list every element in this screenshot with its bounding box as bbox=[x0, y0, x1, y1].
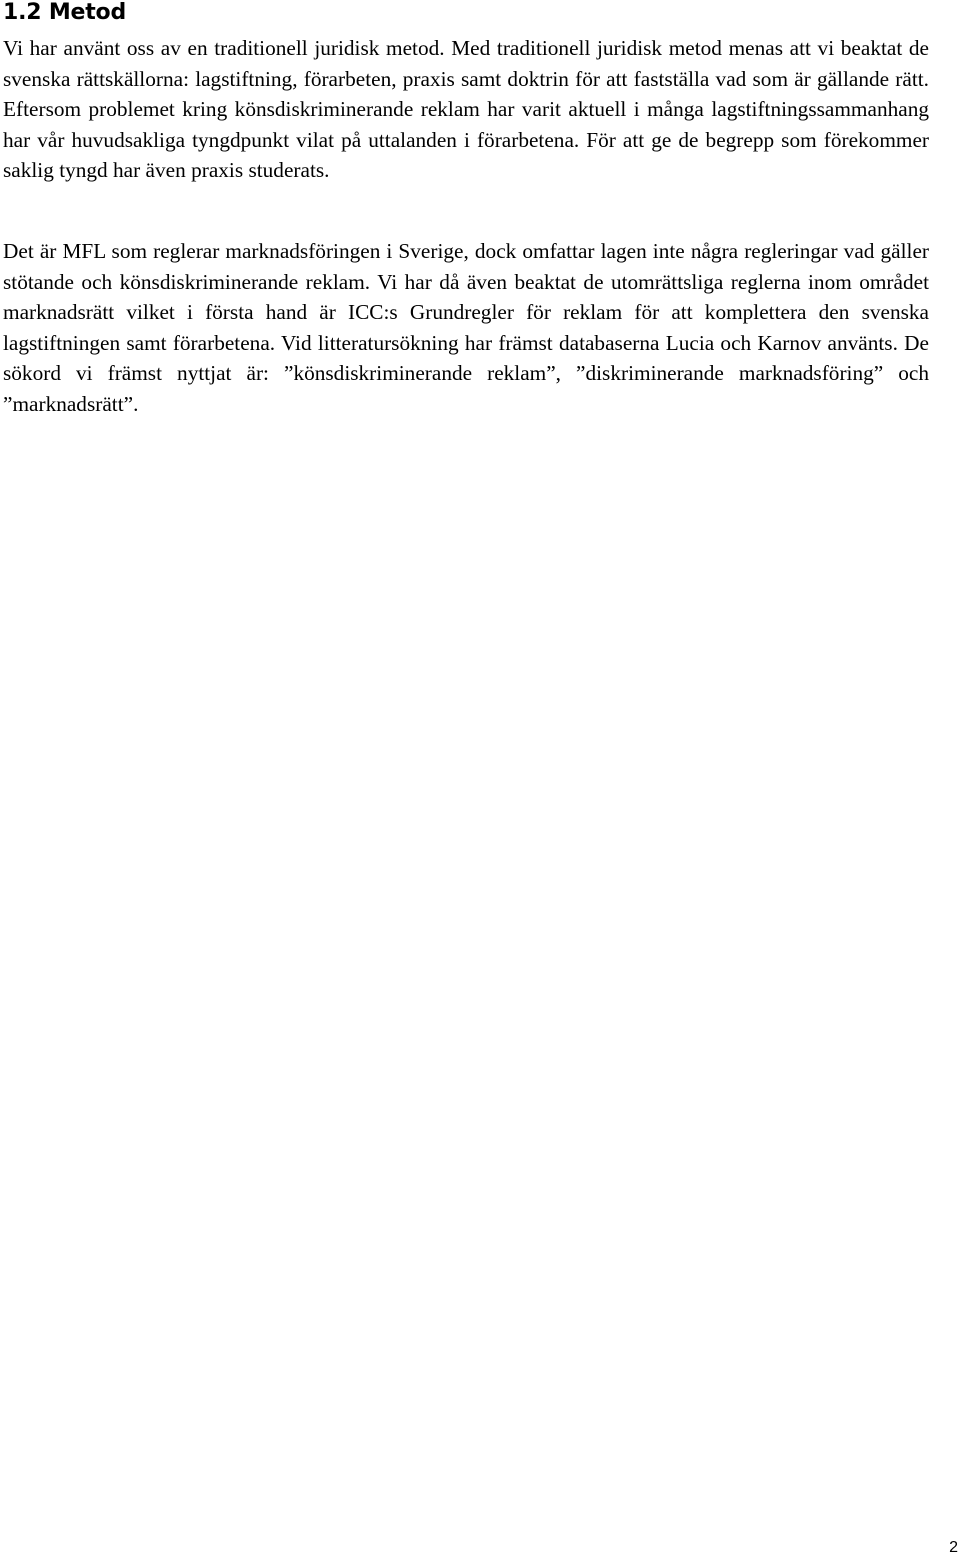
paragraph-method-intro: Vi har använt oss av en traditionell juridisk metod. Med traditionell juridisk metod menas att vi beaktat de svenska rättskällorna: lagstiftning, förarbeten, praxis samt doktrin för att fastställa vad som är gällande rätt. Eftersom problemet kring könsdiskriminerande reklam har varit aktuell i många lagstiftningssammanhang har vår huvudsakliga tyngdpunkt vilat på uttalanden i förarbetena. För att ge de begrepp som förekommer saklig tyngd har även praxis studerats. bbox=[3, 36, 929, 183]
paragraph-method-sources: Det är MFL som reglerar marknadsföringen i Sverige, dock omfattar lagen inte några regleringar vad gäller stötande och könsdiskriminerande reklam. Vi har då även beaktat de utomrättsliga reglerna inom området marknadsrätt vilket i första hand är ICC:s Grundregler för reklam för att komplettera den svenska lagstiftningen samt förarbetena. Vid litteratursökning har främst databaserna Lucia och Karnov använts. De sökord vi främst nyttjat är: ”könsdiskriminerande reklam”, ”diskriminerande marknadsföring” och ”marknadsrätt”. bbox=[3, 239, 929, 416]
page-number: 2 bbox=[949, 1539, 958, 1556]
section-heading: 1.2 Metod bbox=[3, 0, 127, 25]
